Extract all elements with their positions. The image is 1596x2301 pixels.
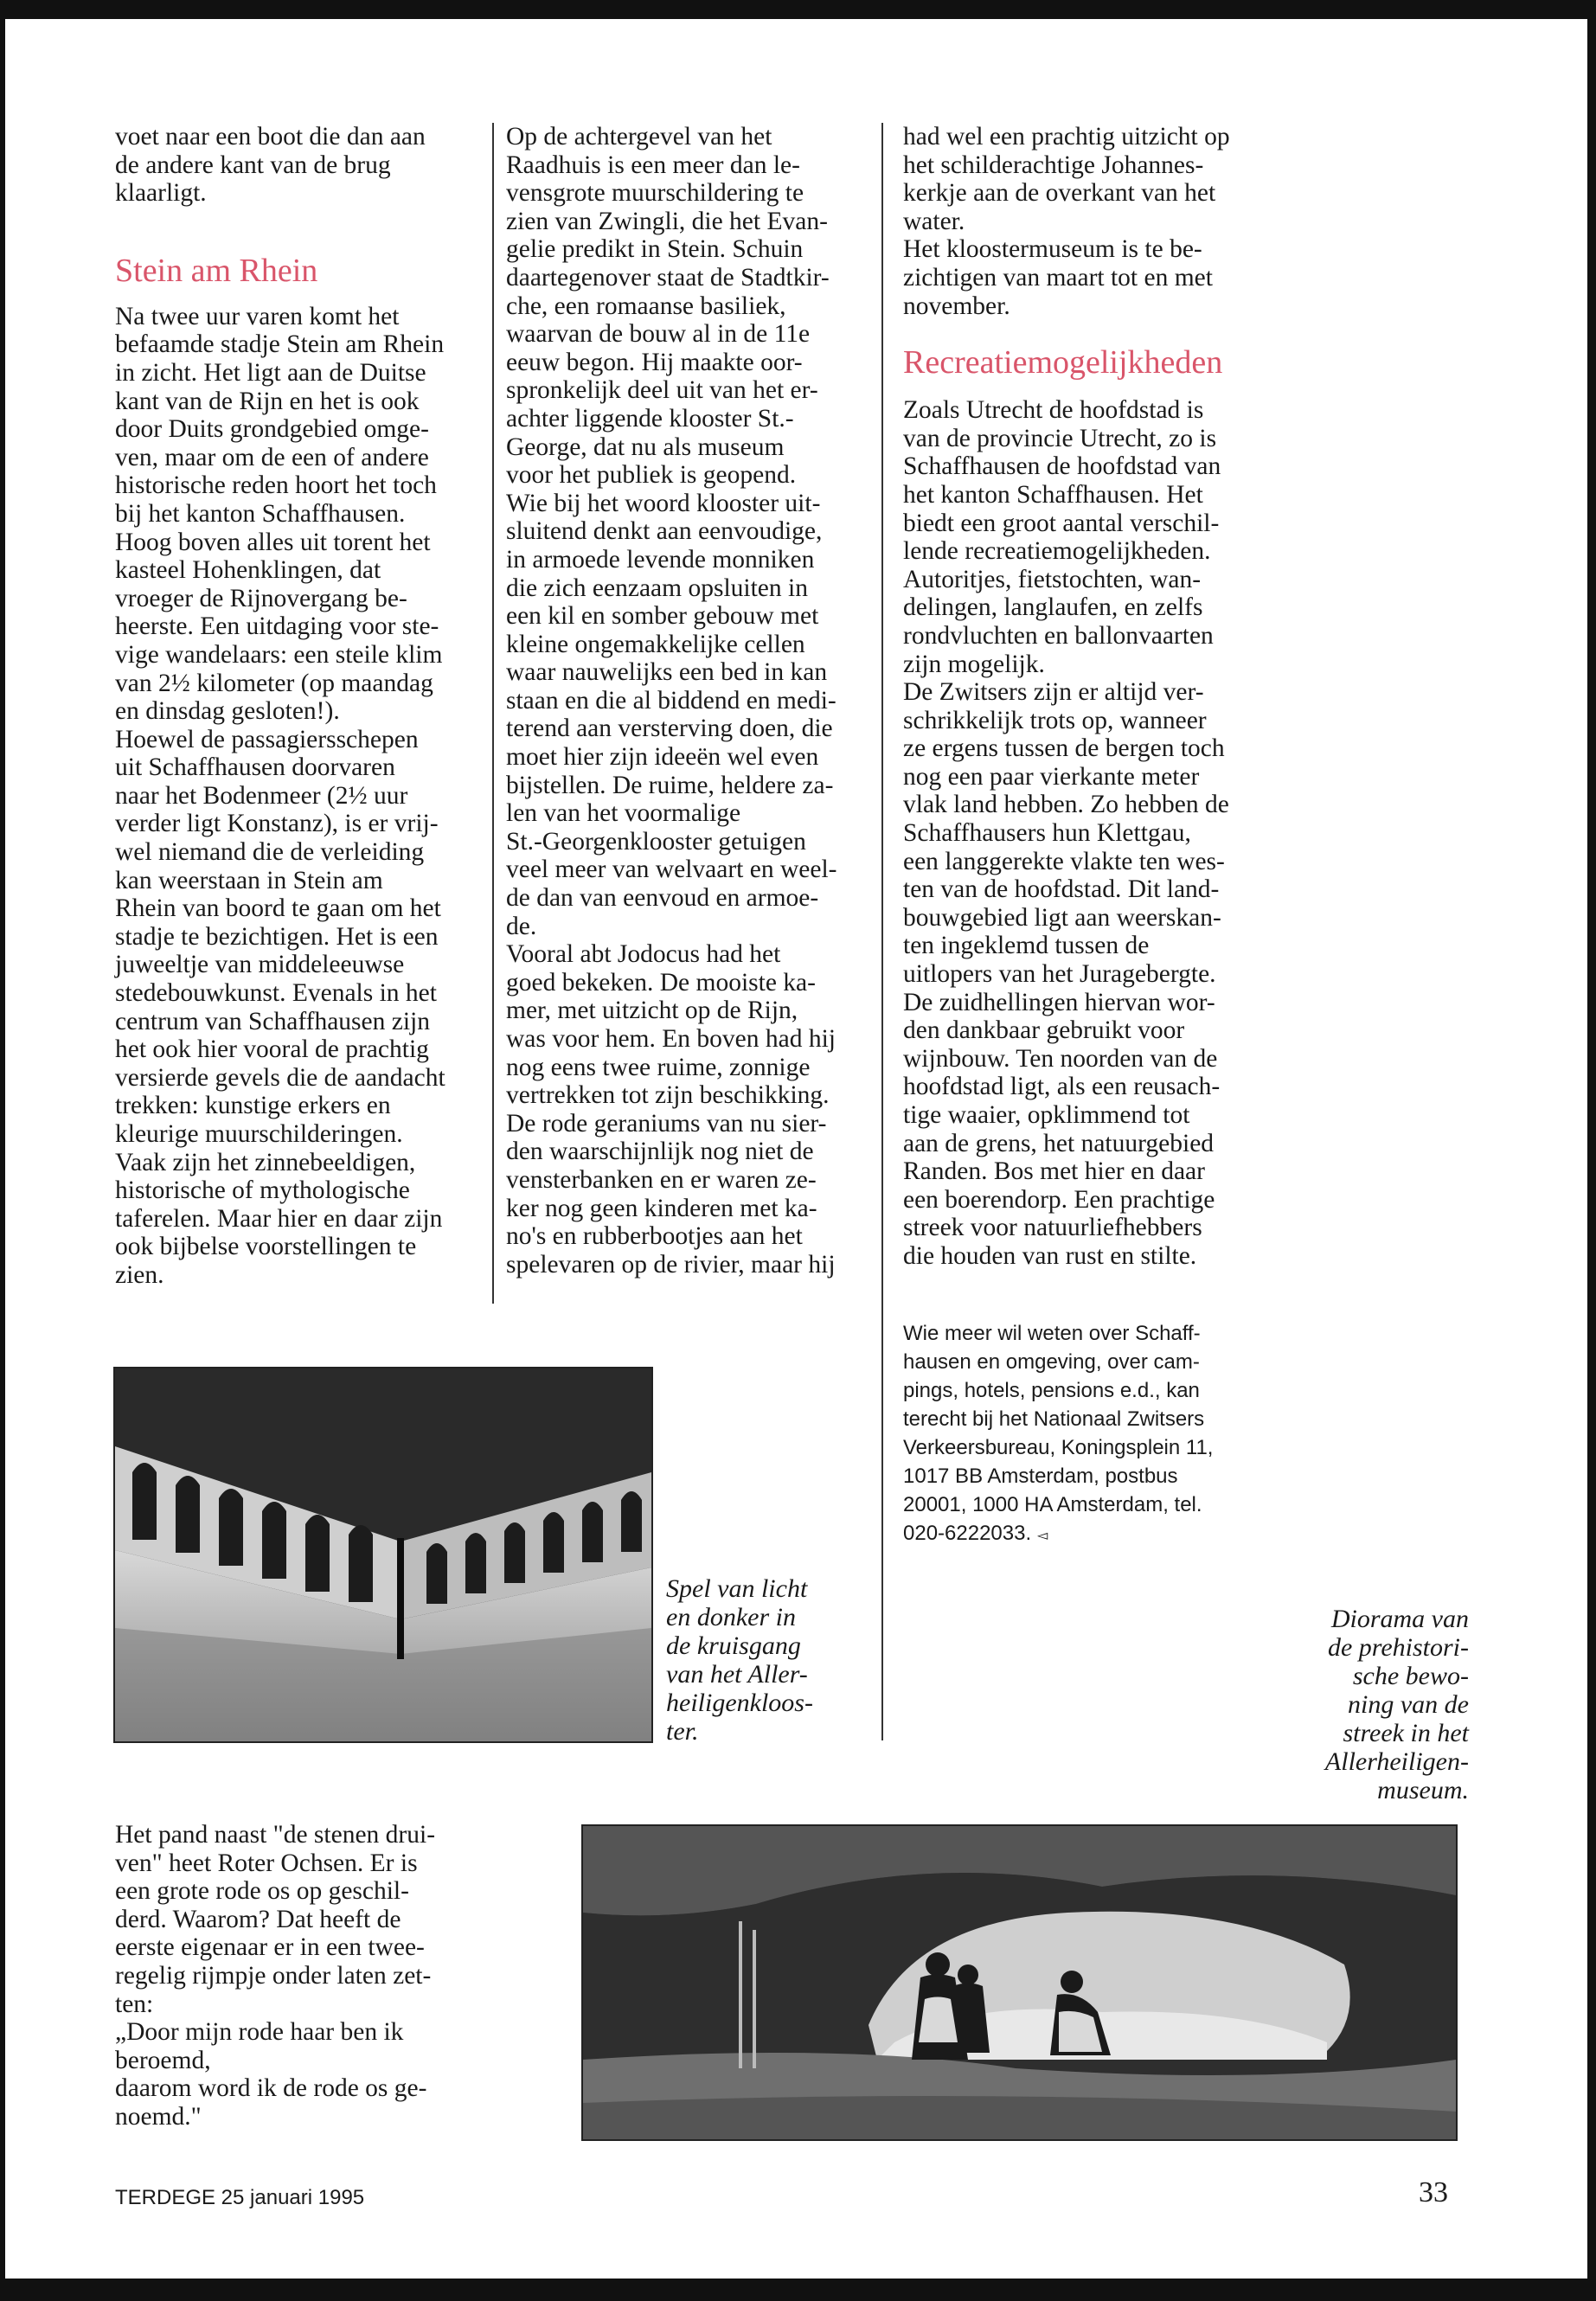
cloister-photo-graphic bbox=[115, 1368, 651, 1741]
heading-recreatiemogelijkheden: Recreatiemogelijkheden bbox=[903, 344, 1223, 381]
caption-cloister: Spel van licht en donker in de kruisgang van het Aller- heiligenkloos- ter. bbox=[666, 1574, 813, 1746]
footer-publication: TERDEGE 25 januari 1995 bbox=[115, 2186, 365, 2209]
diorama-photo bbox=[581, 1824, 1458, 2141]
end-mark-icon: ◅ bbox=[1036, 1527, 1048, 1543]
info-text: Wie meer wil weten over Schaff- hausen en omgeving, over cam- pings, hotels, pensions e.d., kan terecht bij het Nationaal Zwitsers Verkeersbureau, Koningsplein 11, 1017 BB Amsterdam, postbus 20001, 1000 HA Amsterdam, tel. 020-6222033. bbox=[903, 1322, 1214, 1545]
col2-body: Op de achtergevel van het Raadhuis is een meer dan le- vensgrote muurschildering te zien van Zwingli, die het Evan- gelie predikt in Stein. Schuin daartegenover staat de Stadtkir- che, een romaanse basiliek, waarvan de bouw al in de 11e eeuw begon. Hij maakte oor- spronkelijk deel uit van het er- achter liggende klooster St.- George, dat nu als museum voor het publiek is geopend. Wie bij het woord klooster uit- sluitend denkt aan eenvoudige, in armoede levende monniken die zich eenzaam opsluiten in een kil en somber gebouw met kleine ongemakkelijke cellen waar nauwelijks een bed in kan staan en die al biddend en medi- terend aan versterving doen, die moet hier zijn ideeën wel even bijstellen. De ruime, heldere za- len van het voormalige St.-Georgenklooster getuigen veel meer van welvaart en weel- de dan van eenvoud en armoe- de. Vooral abt Jodocus had het goed bekeken. De mooiste ka- mer, met uitzicht op de Rijn, was voor hem. En boven had hij nog eens twee ruime, zonnige vertrekken tot zijn beschikking. De rode geraniums van nu sier- den waarschijnlijk nog niet de vensterbanken en er waren ze- ker nog geen kinderen met ka- no's en rubberbootjes aan het spelevaren op de rivier, maar hij bbox=[506, 123, 837, 1279]
col3-intro: had wel een prachtig uitzicht op het schilderachtige Johannes- kerkje aan de overkant van het water. Het kloostermuseum is te be- zichtigen van maart tot en met november. bbox=[903, 123, 1230, 320]
col3-body: Zoals Utrecht de hoofdstad is van de provincie Utrecht, zo is Schaffhausen de hoofdstad van het kanton Schaffhausen. Het biedt een groot aantal verschil- lende recreatiemogelijkheden. Autoritjes, fietstochten, wan- delingen, langlaufen, en zelfs rondvluchten en ballonvaarten zijn mogelijk. De Zwitsers zijn er altijd ver- schrikkelijk trots op, wanneer ze ergens tussen de bergen toch nog een paar vierkante meter vlak land hebben. Zo hebben de Schaffhausers hun Klettgau, een langgerekte vlakte ten wes- ten van de hoofdstad. Dit land- bouwgebied ligt aan weerskan- ten ingeklemd tussen de uitlopers van het Juragebergte. De zuidhellingen hiervan wor- den dankbaar gebruikt voor wijnbouw. Ten noorden van de hoofdstad ligt, als een reusach- tige waaier, opklimmend tot aan de grens, het natuurgebied Randen. Bos met hier en daar een boerendorp. Een prachtige streek voor natuurliefhebbers die houden van rust en stilte. bbox=[903, 396, 1229, 1270]
col1-body: Na twee uur varen komt het befaamde stadje Stein am Rhein in zicht. Het ligt aan de Duitse kant van de Rijn en het is ook door Duits grondgebied omge- ven, maar om de een of andere historische reden hoort het toch bij het kanton Schaffhausen. Hoog boven alles uit torent het kasteel Hohenklingen, dat vroeger de Rijnovergang be- heerste. Een uitdaging voor ste- vige wandelaars: een steile klim van 2½ kilometer (op maandag en dinsdag gesloten!). Hoewel de passagiersschepen uit Schaffhausen doorvaren naar het Bodenmeer (2½ uur verder ligt Konstanz), is er vrij- wel niemand die de verleiding kan weerstaan in Stein am Rhein van boord te gaan om het stadje te bezichtigen. Het is een juweeltje van middeleeuwse stedebouwkunst. Evenals in het centrum van Schaffhausen zijn het ook hier vooral de prachtig versierde gevels die de aandacht trekken: kunstige erkers en kleurige muurschilderingen. Vaak zijn het zinnebeeldigen, historische of mythologische taferelen. Maar hier en daar zijn ook bijbelse voorstellingen te zien. bbox=[115, 302, 445, 1289]
column-rule-1 bbox=[492, 123, 494, 1304]
col1-intro: voet naar een boot die dan aan de andere kant van de brug klaarligt. bbox=[115, 123, 426, 208]
cloister-photo bbox=[113, 1367, 653, 1743]
column-4: Het pand naast "de stenen drui- ven" heet Roter Ochsen. Er is een grote rode os op geschil- derd. Waarom? Dat heeft de eerste eigenaar er in een twee- regelig rijmpje onder laten zet- ten: „Door mijn rode haar ben ik beroemd, daarom word ik de rode os ge- noemd." bbox=[115, 1821, 436, 2131]
page-number: 33 bbox=[1419, 2176, 1448, 2208]
column-rule-2 bbox=[881, 123, 883, 1740]
column-1 bbox=[115, 123, 478, 1290]
heading-stein-am-rhein: Stein am Rhein bbox=[115, 252, 318, 289]
column-2 bbox=[506, 123, 869, 1279]
info-box bbox=[903, 1319, 1284, 1549]
column-3 bbox=[903, 123, 1266, 1271]
diorama-photo-graphic bbox=[583, 1826, 1456, 2139]
caption-diorama: Diorama van de prehistori- sche bewo- ning van de streek in het Allerheiligen- museum. bbox=[1324, 1605, 1469, 1804]
